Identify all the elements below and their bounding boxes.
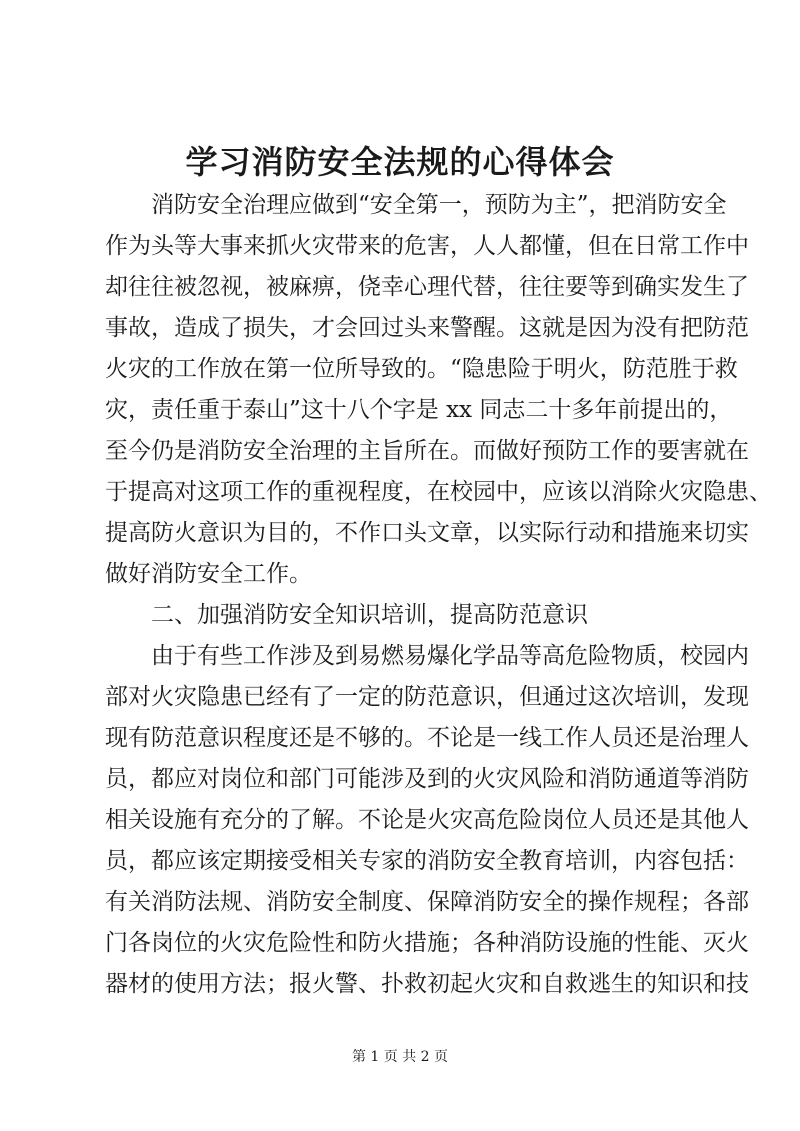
body-line: 部对火灾隐患已经有了一定的防范意识，但通过这次培训，发现	[105, 684, 749, 710]
body-line: 火灾的工作放在第一位所导致的。“隐患险于明火，防范胜于救	[105, 356, 738, 382]
body-line: 门各岗位的火灾危险性和防火措施；各种消防设施的性能、灭火	[105, 930, 749, 956]
body-line: 器材的使用方法；报火警、扑救初起火灾和自救逃生的知识和技	[105, 971, 749, 997]
body-line: 员，都应对岗位和部门可能涉及到的火灾风险和消防通道等消防	[105, 766, 749, 792]
body-line: 于提高对这项工作的重视程度，在校园中，应该以消除火灾隐患、	[105, 479, 772, 505]
body-line: 至今仍是消防安全治理的主旨所在。而做好预防工作的要害就在	[105, 438, 749, 464]
body-line: 却往往被忽视，被麻痹，侥幸心理代替，往往要等到确实发生了	[105, 274, 749, 300]
body-line: 作为头等大事来抓火灾带来的危害，人人都懂，但在日常工作中	[105, 233, 749, 259]
body-line: 相关设施有充分的了解。不论是火灾高危险岗位人员还是其他人	[105, 807, 749, 833]
body-line: 现有防范意识程度还是不够的。不论是一线工作人员还是治理人	[105, 725, 749, 751]
body-line: 有关消防法规、消防安全制度、保障消防安全的操作规程；各部	[105, 889, 749, 915]
body-line: 灾，责任重于泰山”这十八个字是 xx 同志二十多年前提出的，	[105, 397, 733, 423]
body-line: 提高防火意识为目的，不作口头文章，以实际行动和措施来切实	[105, 520, 749, 546]
body-line: 消防安全治理应做到“安全第一，预防为主”，把消防安全	[105, 192, 727, 218]
body-line: 做好消防安全工作。	[105, 561, 312, 587]
document-title: 学习消防安全法规的心得体会	[185, 143, 615, 181]
body-line: 由于有些工作涉及到易燃易爆化学品等高危险物质，校园内	[105, 643, 749, 669]
body-line: 员，都应该定期接受相关专家的消防安全教育培训，内容包括：	[105, 848, 749, 874]
body-line: 事故，造成了损失，才会回过头来警醒。这就是因为没有把防范	[105, 315, 749, 341]
page-number-footer: 第 1 页 共 2 页	[351, 1049, 449, 1065]
section-heading: 二、加强消防安全知识培训，提高防范意识	[105, 602, 588, 628]
